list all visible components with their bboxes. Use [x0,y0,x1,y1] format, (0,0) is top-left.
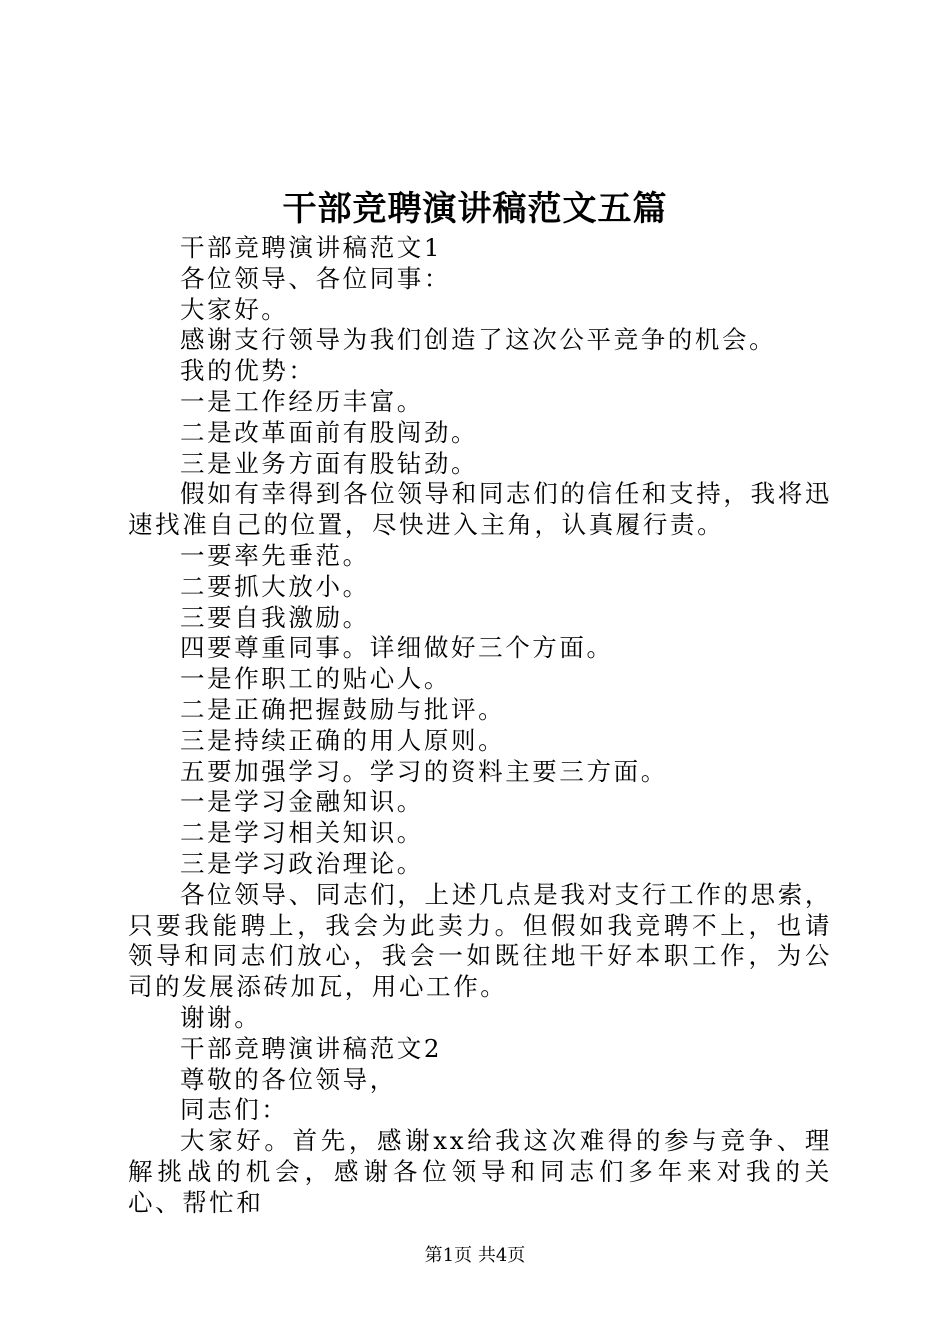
paragraph: 我的优势： [180,356,316,386]
paragraph: 二是改革面前有股闯劲。 [180,417,479,447]
paragraph: 一是工作经历丰富。 [180,386,424,416]
paragraph: 二要抓大放小。 [180,571,370,601]
page-footer: 第1页 共4页 [424,1245,526,1266]
paragraph: 假如有幸得到各位领导和同志们的信任和支持，我将迅速找准自己的位置，尽快进入主角，认真履行责。 [128,479,832,540]
paragraph: 一是作职工的贴心人。 [180,664,451,694]
paragraph: 二是学习相关知识。 [180,818,424,848]
paragraph: 大家好。 [180,294,289,324]
paragraph: 各位领导、同志们，上述几点是我对支行工作的思索，只要我能聘上，我会为此卖力。但假如我竞聘不上，也请领导和同志们放心，我会一如既往地干好本职工作，为公司的发展添砖加瓦，用心工作。 [128,879,832,1002]
paragraph: 尊敬的各位领导， [180,1064,397,1094]
paragraph: 三是学习政治理论。 [180,848,424,878]
paragraph: 各位领导、各位同事： [180,263,451,293]
document-body [128,233,832,1219]
paragraph: 干部竞聘演讲稿范文1 [180,233,443,262]
paragraph: 三是业务方面有股钻劲。 [180,448,479,478]
paragraph: 感谢支行领导为我们创造了这次公平竞争的机会。 [180,325,777,355]
paragraph: 四要尊重同事。详细做好三个方面。 [180,633,614,663]
paragraph: 同志们： [180,1095,289,1125]
paragraph: 二是正确把握鼓励与批评。 [180,694,506,724]
paragraph: 谢谢。 [180,1002,262,1032]
paragraph: 三是持续正确的用人原则。 [180,725,506,755]
paragraph: 干部竞聘演讲稿范文2 [180,1033,443,1063]
paragraph: 一要率先垂范。 [180,540,370,570]
paragraph: 五要加强学习。学习的资料主要三方面。 [180,756,668,786]
paragraph: 一是学习金融知识。 [180,787,424,817]
document-title: 干部竞聘演讲稿范文五篇 [282,189,668,229]
paragraph: 三要自我激励。 [180,602,370,632]
paragraph: 大家好。首先，感谢xx给我这次难得的参与竞争、理解挑战的机会，感谢各位领导和同志们多年来对我的关心、帮忙和 [128,1126,832,1217]
